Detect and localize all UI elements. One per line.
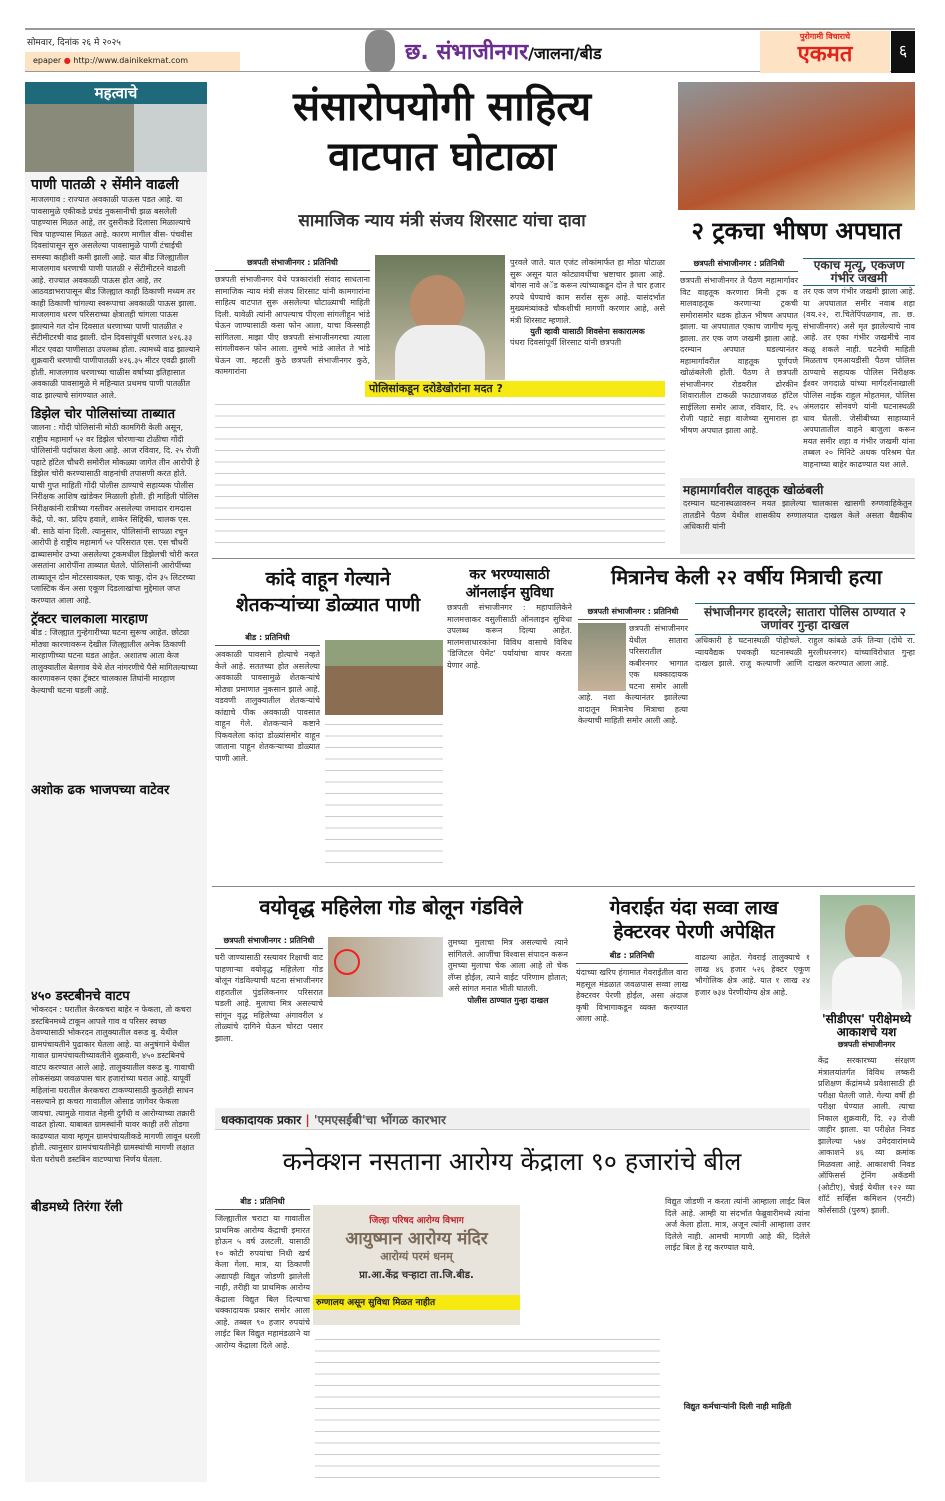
akash-photo (820, 895, 915, 1010)
cds-headline: 'सीडीएस' परीक्षेमध्ये आकाशचे यश (821, 1012, 912, 1040)
article-body: केंद्र सरकारच्या संरक्षण मंत्रालयांतर्गत विविध लष्करी प्रशिक्षण केंद्रांमध्ये प्रवेशासाठी ही परीक्षा घेतली जाते. गेल्या वर्षी ही परीक्षा घेण्यात आली. त्याचा निकाल शुक्रवारी, दि. २३ रोजी जाहीर झाला. या परीक्षेत निवड झालेल्या ५७४ उमेदवारांमध्ये आकाशने ४६ व्या क्रमांक मिळवला आहे. आकाशची निवड ऑफिसर्स ट्रेनिंग अकॅडमी (ओटीए), चेन्नई येथील १२२ व्या शॉर्ट सर्व्हिस कमिशन (एनटी) कोर्ससाठी (पुरुष) झाली. (818, 1056, 915, 1215)
article-body: छत्रपती संभाजीनगर येथे पत्रकारांशी संवाद साधताना सामाजिक न्याय मंत्री संजय शिरसाट यांनी कामगारांना साहित्य वाटपात सुरू असलेल्या घोटाळ्याची माहिती दिली. यावेळी त्यांनी आपल्याच पीएला सांगलीहून भांडे घेऊन जाण्यासाठी कसा फोन आला, याचा किस्साही सांगितला. माझा पीए छत्रपती संभाजीनगरचा त्याला सांगलीवरून फोन आला. तुमचे भांडे आलेत ते भांडे घेऊन जा. म्हटली कुठे छत्रपती संभाजीनगर कुठे, कामगारांना (215, 275, 370, 376)
onion-field-photo (325, 640, 443, 715)
dam-photo (25, 104, 207, 172)
inline-subhead: युती व्हावी यासाठी शिवसेना सकारात्मक (530, 327, 645, 336)
byline: बीड : प्रतिनिधी (215, 1196, 310, 1210)
kicker: धक्कादायक प्रकार (221, 1113, 302, 1127)
article-body: तुमच्या मुलाचा मित्र असल्याचे त्याने सांगितले. आजींचा विश्वास संपादन करून तुमच्या मुलाचा चेक आला आहे तो चेक लॅप्स होईल, त्याने वाईट परिणाम होतात; असे सांगत मनात भीती घातली. (448, 938, 568, 993)
article-title: ४५० डस्टबीनचे वाटप (31, 989, 130, 1004)
cctv-photo (328, 937, 443, 997)
article-title: ट्रॅक्टर चालकाला मारहाण (31, 612, 148, 627)
issue-date: सोमवार, दिनांक २६ मे २०२५ (27, 38, 121, 48)
article-title: पाणी पातळी २ सेंमीने वाढली (31, 177, 179, 193)
article-body-continued (215, 400, 665, 550)
globe-icon: ● (63, 56, 71, 65)
truck-headline: २ ट्रकचा भीषण अपघात (691, 217, 902, 245)
epaper-url: http://www.dainikekmat.com (73, 56, 189, 65)
byline: बीड : प्रतिनिधी (576, 950, 688, 964)
byline: छत्रपती संभाजीनगर : प्रतिनिधी (680, 258, 798, 272)
article-body: छत्रपती संभाजीनगर : महापालिकेने मालमत्ताकर वसुलीसाठी ऑनलाइन सुविधा उपलब्ध करून दिल्या आहेत. मालमत्ताधारकांना विविध वासाचे विविध 'डिजिटल पेमेंट' पर्यायांचा वापर करता येणार आहे. (447, 603, 572, 670)
article-body-continued (315, 1335, 660, 1480)
article-body: पुरवले जाते. यात एजंट लोकांमार्फत हा मोठा घोटाळा सुरू असून यात कोट्यावधींचा भ्रष्टाचार झाला आहे. बोगस नावे अॅड करून त्यांच्याकडून दोन ते चार हजार रुपये घेण्याचे काम सर्रास सुरू आहे. यासंदर्भात मुख्यमंत्र्यांकडे चौकशीची मागणी करणार आहे, असे मंत्री शिरसाट म्हणाले. (510, 258, 665, 325)
article-body: अवकाळी पावसाने होत्याचे नव्हते केले आहे. सततच्या होत असलेल्या अवकाळी पावसामुळे शेतकऱ्यांचे मोठ्या प्रमाणात नुकसान झाले आहे. वडवणी तालुक्यातील शेतकऱ्यांचे कांद्याचे पीक अवकाळी पावसात वाहून गेले. शेतकऱ्याने कष्टाने पिकवलेला कांदा डोळ्यांसमोर वाहून जाताना पाहून शेतकऱ्याच्या डोळ्यात पाणी आले. (215, 650, 320, 763)
article-title: डिझेल चोर पोलिसांच्या ताब्यात (31, 407, 176, 422)
epaper-label: epaper (33, 56, 62, 65)
highlight-banner: रुग्णालय असून सुविधा मिळत नाहीत (313, 1295, 520, 1310)
article-body: जिल्ह्यातील चराटा या गावातील प्राथमिक आरोग्य केंद्राची इमारत होऊन ५ वर्ष उलटली. यासाठी १० कोटी रुपयांचा निधी खर्च केला गेला. मात्र, या ठिकाणी अद्यापही विद्युत जोडणी झालेली नाही, तरीही या प्राथमिक आरोग्य केंद्राला विद्युत बिल दिल्याचा धक्कादायक प्रकार समोर आला आहे. तब्बल ९० हजार रुपयांचे लाईट बिल विद्युत महामंडळाने या आरोग्य केंद्राला दिले आहे. (215, 1214, 310, 1350)
main-headline: संसारोपयोगी साहित्य वाटपात घोटाळा (292, 84, 592, 180)
woman-headline: वयोवृद्ध महिलेला गोड बोलून गंडविले (259, 895, 523, 919)
byline: बीड : प्रतिनिधी (215, 632, 320, 646)
article-body (31, 798, 201, 983)
article-body: वाढल्या आहेत. गेवराई तालुक्याचे १ लाख ४६ हजार ५२६ हेक्टर एकूण भौगोलिक क्षेत्र आहे. यात १ लाख २४ हजार ७३४ पेरणीयोग्य क्षेत्र आहे. (695, 953, 810, 997)
article-body: तर एक जण गंभीर जखमी झाला आहे. या अपघातात समीर नवाब शहा (वय.२२, रा.चितेपिंपळगाव, ता. छ. संभाजीनगर) असे मृत झालेल्याचे नाव आहे. तर एका गंभीर जखमीचे नाव कळू शकले नाही. घटनेची माहिती मिळताच एमआयडीसी पैठण पोलिस ठाण्याचे सहायक पोलिस निरीक्षक ईश्वर जगदाळे यांच्या मार्गदर्शनाखाली पोलिस नाईक राहुल मोहतमल, पोलिस अंमलदार सोनवणे यांनी घटनास्थळी धाव घेतली. जेसीबीच्या साहाय्याने अपघातातील वाहने बाजुला करून मयत समीर शहा व गंभीर जखमी यांना तब्बल २० मिनिटे अथक परिश्रम घेत वाहनाच्या बाहेर काढण्यात यश आले. (803, 287, 915, 469)
box-title: एकाच मृत्यू, एकजण गंभीर जखमी (803, 258, 915, 286)
truck-accident-photo (678, 82, 915, 210)
inline-subhead: विद्युत कर्मचाऱ्यांनी दिली नाही माहिती (683, 1402, 792, 1411)
main-subhead: सामाजिक न्याय मंत्री संजय शिरसाट यांचा दावा (298, 211, 586, 231)
region-map-logo (365, 30, 395, 72)
article-body: बीड : जिल्ह्यात गुन्हेगारीच्या घटना सुरूच आहेत. छोट्या मोठ्या कारणावरून देखील जिल्ह्यातील अनेक ठिकाणी मारहाणीच्या घटना घडत आहेत. अशातच आता केज तालुक्यातील बेलगाव येथे शेत नांगरणीचे पैसे मागितल्याच्या कारणावरून एका ट्रॅक्टर चालकास तिघांनी मारहाण केल्याची घटना घडली आहे. (31, 628, 198, 695)
article-body: विद्युत जोडणी न करता त्यांनी आम्हाला लाईट बिल दिले आहे. आम्ही या संदर्भात फेब्रुवारीमध्ये त्यांना अर्ज केला होता. मात्र, अजून त्यांनी आम्हाला उत्तर दिलेले नाही. आमची मागणी आहे की, दिलेले लाईट बिल हे रद्द करण्यात यावे. (665, 1197, 810, 1252)
byline: छत्रपती संभाजीनगर : प्रतिनिधी (215, 935, 323, 949)
article-body: दरम्यान घटनास्थळावरुन मयत झालेल्या चालकास खासगी रुग्णवाहिकेतुन तातडीने पैठण येथील शासकीय रुग्णालयात दाखल केले असता वैद्यकीय अधिकारी यांनी (683, 499, 912, 531)
byline: छत्रपती संभाजीनगर (837, 1040, 896, 1050)
article-body: पंधरा दिवसांपूर्वी शिरसाट यांनी छत्रपती (510, 338, 622, 347)
divider (212, 886, 915, 887)
gevrai-headline: गेवराईत यंदा सव्वा लाख हेक्टरवर पेरणी अपेक्षित (609, 897, 779, 943)
highlight-banner: पोलिसांकडून दरोडेखोरांना मदत ? (365, 381, 665, 397)
article-title: बीडमध्ये तिरंगा रॅली (31, 1200, 123, 1215)
victim-photo (578, 623, 626, 691)
article-body: अधिकारी हे घटनास्थळी पोहोचले. न्यायवैद्यक पथकही घटनास्थळी दाखल झाले. राजु कल्याणी आणि राहुल कांबळे उर्फ तिन्या (दोघे रा. मुरलीधरनगर) यांच्याविरोधात गुन्हा दाखल करण्यात आला आहे. (695, 636, 915, 669)
health-center-sign-photo: जिल्हा परिषद आरोग्य विभाग आयुष्मान आरोग्य मंदिर आरोग्यं परमं धनम् प्रा.आ.केंद्र चऱ्हाटा ता.जि.बीड. (313, 1205, 520, 1325)
inline-subhead: पोलीस ठाण्यात गुन्हा दाखल (467, 995, 549, 1005)
masthead (25, 28, 915, 72)
article-body: जालना : गोंदी पोलिसांनी मोठी कामगिरी केली असून, राष्ट्रीय महामार्ग ५२ वर डिझेल चोरणाऱ्या टोळीचा गोंदी पोलिसांनी पर्दाफाश केला आहे. आज रविवार, दि. २५ रोजी पहाटे हॉटेल चौधरी समोरील मोकळ्या जागेत तीन आरोपी हे डिझेल चोरी करण्यासाठी वाहनांची तपासणी करत होते. याची गुप्त माहिती गोंदी पोलीस ठाण्याचे सहाय्यक पोलीस निरीक्षक आशिष खांडेकर मिळाली होती. ही माहिती पोलिस निरीक्षकांनी रात्रीच्या गस्तीवर असलेल्या जमादार रामदास केंद्रे, पो. का. प्रदिप हवाले, शाकेर सिद्दिकी, चालक एस. बी. साठे यांना दिली. त्यानुसार, पोलिसांनी सापळा रचून आरोपी हे राष्ट्रीय महामार्ग ५२ परिसरात एस. एस चौधरी ढाब्यासमोर उभ्या असलेल्या ट्रकमधील डिझेलची चोरी करत असतांना आरोपींना ताब्यात घेतले. पोलिसांनी आरोपींच्या ताब्यातून दोन मोटरसायकल, एक चाकू, दोन ३५ लिटरच्या प्लास्टिक कॅन असा एकूण दिडलाखांचा मुद्देमाल जप्त करण्यात आला आहे. (31, 423, 200, 605)
divider (212, 558, 915, 559)
murder-headline: मित्रानेच केली २२ वर्षीय मित्राची हत्या (611, 565, 882, 589)
box-title: महामार्गावरील वाहतूक खोळंबली (683, 483, 824, 497)
brand-logo: पुरोगामी विचाराचे एकमत (760, 31, 890, 73)
kicker-separator: | (305, 1113, 310, 1127)
box-title: संभाजीनगर हादरले; सातारा पोलिस ठाण्यात २ जणांवर गुन्हा दाखल (695, 603, 915, 635)
article-body: छत्रपती संभाजीनगर ते पैठण महामार्गावर विट वाहतूक करणारा मिनी ट्रक व मालवाहतूक करणाऱ्या ट्रकची समोरासमोर धडक होऊन भीषण अपघात झाला. या अपघातात एकाच जागीच मृत्यू झाला. तर एक जण जखमी झाला आहे. दरम्यान अपघात घडल्यानंतर महामार्गावरील वाहतूक पूर्णपणे खोळंबलेली होती. पैठण ते छत्रपती संभाजीनगर रोडवरील ढोरकीन शिवारातील टाकळी फाट्याजवळ हॉटेल साईलिला समोर आज, रविवार, दि. २५ रोजी पहाटे सहा वाजेच्या सुमारास हा भीषण अपघात झाला आहे. (680, 276, 798, 435)
article-body: छत्रपती संभाजीनगर येथील सातारा परिसरातील कबीरनगर भागात एक धक्कादायक घटना समोर आली आहे. नशा केल्यानंतर झालेल्या वादातून मित्रानेच मित्राचा हत्या केल्याची माहिती समोर आली आहे. (578, 624, 688, 725)
section-header: महत्वाचे (25, 82, 207, 104)
left-column (25, 82, 207, 1482)
bill-headline: कनेक्शन नसताना आरोग्य केंद्राला ९० हजारांचे बील (282, 1147, 742, 1176)
article-body: माजलगाव : राज्यात अवकाळी पाऊस पडत आहे. या पावसामुळे एकीकडे प्रचंड नुकसानीची झळ बसलेली पाहण्यास मिळत आहे, तर दुसरीकडे दिलासा मिळाल्याचे चित्र पाहण्यास मिळत आहे. कारण मागील वीस- पंचवीस दिवसांपासून सुरु असलेल्या पावसामुळे पाणी टंचाईची समस्या काहीशी कमी झाली आहे. यात बीड जिल्ह्यातील माजलगाव धरणाची पाणी पातळी २ सेंटीमीटरने वाढली आहे. राज्यात अवकाळी पाऊस होत आहे, तर आठवडाभरापासून बीड जिल्ह्यात काही ठिकाणी मध्यम तर काही ठिकाणी चांगल्या स्वरूपाचा अवकाळी पाऊस झाला. माजलगाव धरण परिसराच्या क्षेत्रातही चांगला पाऊस झाल्याने गत दोन दिवसात धरणाच्या पाणी पातळीत २ सेंटीमीटरची वाढ झाली. दोन दिवसांपूर्वी धरणात ४२६.३३ मीटर एवढा पाणीसाठा उपलब्ध होता. त्यामध्ये वाढ झाल्याने शुक्रवारी धरणाची पाणीपातळी ४२६.३५ मीटर एवढी झाली होती. माजलगाव धरणाच्या चाळीस वर्षाच्या इतिहासात अवकाळी पावसामुळे मे महिन्यात प्रथमच पाणी पातळीत वाढ झाल्याचे सांगण्यात आले. (31, 195, 200, 400)
article-body: यंदाच्या खरिप हंगामात गेवराईतील वारा महसूल मंडळात जवळपास सव्वा लाख हेक्टरवर पेरणी होईल, असा अंदाज कृषी विभागाकडून व्यक्त करण्यात आला आहे. (576, 968, 688, 1023)
page-number: ६ (891, 31, 915, 73)
article-body: घरी जाण्यासाठी रस्त्यावर रिक्षाची वाट पाहणाऱ्या वयोवृद्ध महिलेला गोड बोलून गंडविल्याची घटना संभाजीनगर शहरातील पुंडलिकनगर परिसरात घडली आहे. मुलाचा मित्र असल्याचे सांगून वृद्ध महिलेच्या अंगावरील ४ तोळ्यांचे दागिने घेऊन चोरटा पसार झाला. (215, 953, 323, 1043)
kicker-sub: 'एमएसईबी'चा भोंगळ कारभार (313, 1113, 446, 1127)
article-body: भोकरदन : घरातील केरकचरा बाहेर न फेकता, तो कचरा डस्टबिनमध्ये टाकून आपले गाव व परिसर स्वच्छ ठेवण्यासाठी भोकरदन तालुक्यातील वरूड बु. येथील ग्रामपंचायतीने पुढाकार घेतला आहे. या अनुषंगाने येथील गावात ग्रामपंचायतीच्यावतीने शुक्रवारी, ४५० डस्टबिनचे वाटप करण्यात आले आहे. तालुक्यातील वरूड बु. गावाची लोकसंख्या जवळपास चार हजारांच्या घरात आहे. यापूर्वी महिलांना घरातील केरकचरा टाकण्यासाठी कुठलेही साधन नसल्याने हा कचरा गावातील ओसाड जागेवर फेकला जायचा. त्यामुळे गावात नेहमी दुर्गंधी व आरोग्याच्या तक्रारी वाढत होत्या. याबाबत ग्रामस्थांनी यावर काही तरी तोडगा काढण्यात यावा म्हणून ग्रामपंचायतीकडे मागणी लावून धरली होती. त्यानुसार ग्रामपंचायतीनेही ग्रामस्थांची मागणी लक्षात घेता घरोघरी डस्टबिन वाटण्याचा निर्णय घेतला. (31, 1005, 201, 1164)
minister-photo (375, 255, 505, 380)
edition-title: छ. संभाजीनगर/जालना/बीड (405, 40, 602, 65)
byline: छत्रपती संभाजीनगर : प्रतिनिधी (215, 257, 370, 271)
byline: छत्रपती संभाजीनगर : प्रतिनिधी (578, 606, 688, 620)
article-title: अशोक ढक भाजपच्या वाटेवर (31, 783, 170, 798)
onion-headline: कांदे वाहून गेल्याने शेतकऱ्यांच्या डोळ्यात पाणी (235, 568, 421, 616)
online-headline: कर भरण्यासाठी ऑनलाईन सुविधा (465, 567, 554, 601)
epaper-link[interactable] (25, 52, 240, 71)
article-body-continued (325, 720, 443, 870)
kicker-bar (215, 1108, 810, 1130)
